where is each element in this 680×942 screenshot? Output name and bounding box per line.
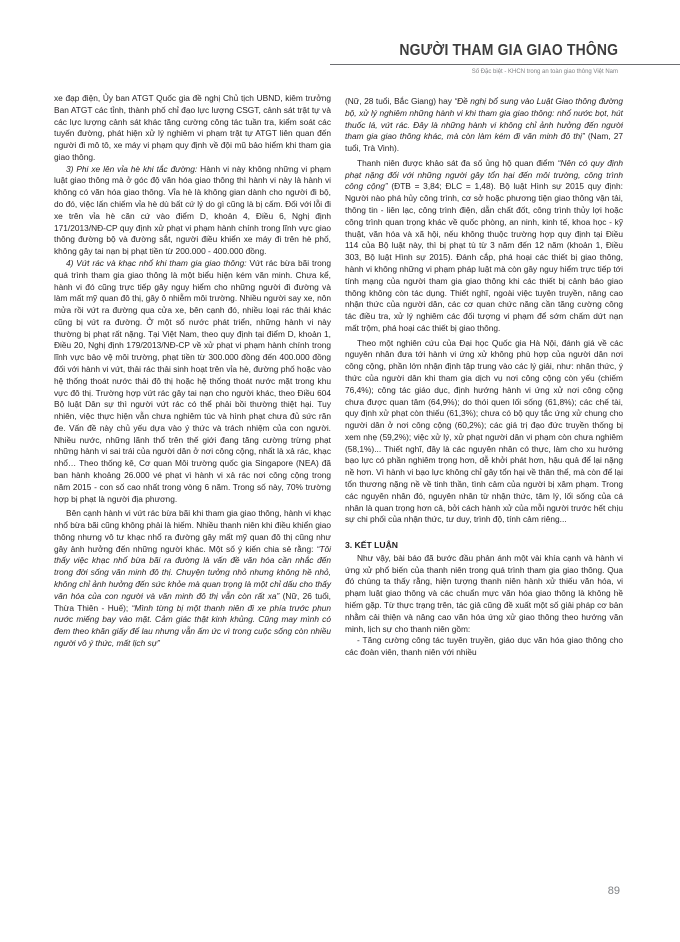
paragraph: Theo một nghiên cứu của Đại học Quốc gia Hà Nội, đánh giá về các nguyên nhân đưa tới hành vi ứng xử không phù hợp của người dân nơi công cộng, phần lớn nhận định tập trung vào các lý giải, như: nhận thức, ý thức của người dân khi tham gia dịch vụ nơi công cộng còn yếu (chiếm 76,4%); công tác giáo dục, định hướng hành vi ứng xử nơi công cộng chưa được quan tâm (64,9%); do thói quen lối sống (61,8%); các chế tài, quy định xử phạt còn thiếu (61,3%); chưa có bộ quy tắc ứng xử chung cho người dân ở nơi công cộng (60,2%); các giá trị đạo đức truyền thống bị xem nhẹ (59,2%); việc xử lý, xử phạt người dân vi phạm còn chưa nghiêm (58,1%)... Thiết nghĩ, đây là các nguyên nhân có thực, làm cho xu hướng bạo lực có phần nghiêm trọng hơn, dễ khởi phát hơn, hậu quả để lại nặng nề hơn. Vì hành vi bạo lực không chỉ gây tổn hại về thân thể, mà còn để lại tổn thương nặng nề về tinh thần, tình cảm của người bị xâm phạm. Trong các nguyên nhân đó, nguyên nhân từ nhận thức, tâm lý, lối sống của cá nhân là quan trọng hơn cả, bởi cách hành xử của mỗi người trước hết chịu sự chi phối của nhận thức, tư duy, trình độ, tính cảm riêng... [345,337,623,525]
page-number: 89 [607,885,620,897]
section-heading: 3. KẾT LUẬN [345,540,398,551]
paragraph-body: (Nam, 27 tuổi, Trà Vinh). [345,131,623,154]
paragraph [54,508,331,649]
paragraph [54,258,331,505]
right-column [345,96,623,659]
paragraph-body: (Nữ, 28 tuổi, Bắc Giang) hay [345,96,455,106]
left-column [54,93,331,650]
paragraph-body: (Nữ, 26 tuổi, Thừa Thiên - Huế); [54,590,332,613]
paragraph [345,96,623,155]
paragraph-lead: 4) Vứt rác và khạc nhổ khi tham gia giao thông: [66,257,247,268]
quote: “Đề nghị bổ sung vào Luật Giao thông đường bộ, xử lý nghiêm những hành vi khi tham gia giao thông: nhổ nước bọt, hút thuốc lá, vứt rác. Đây là những hành vi không chỉ ảnh hưởng đến người tham gia giao thông khác, mà còn làm kém đi văn minh đô thị” [345,96,623,142]
paragraph: - Tăng cường công tác tuyên truyền, giáo dục văn hóa giao thông cho các đoàn viên, thanh niên với nhiều [345,635,623,658]
paragraph-body: Thanh niên được khảo sát đa số ủng hộ quan điểm [357,157,558,168]
running-header-subtitle: Số Đặc biệt - KHCN trong an toàn giao thông Việt Nam [471,69,618,75]
paragraph: Như vậy, bài báo đã bước đầu phản ánh một vài khía cạnh và hành vi ứng xử phổ biến của thanh niên trong quá trình tham gia giao thông. Qua đó chúng ta thấy rằng, hiện tượng thanh niên hành xử thiếu văn hóa, vi phạm luật giao thông và các chuẩn mực văn hóa giao thông là không hề hiếm gặp. Từ thực trạng trên, tác giả cũng đề xuất một số giải pháp cơ bản nhằm cải thiện và nâng cao văn hóa ứng xử giao thông theo hướng văn minh, lịch sự cho thanh niên gồm: [345,552,623,634]
header-rule [330,64,680,65]
paragraph-body: Vứt rác bừa bãi trong quá trình tham gia giao thông là một biểu hiện kém văn minh. Chưa kể, hành vi đó cũng trực tiếp gây nguy hiểm cho những người đi đường và làm mất mỹ quan đô thị, gây ô nhiễm môi trường. Nhiều người say xe, nôn mửa rồi vứt ra đường qua cửa xe, bên cạnh đó, nhiều loại rác thải khác cũng bị vứt ra đường. Ở một số nước phát triển, những hành vi này thường bị phạt rất nặng. Tại Việt Nam, theo quy định tại điểm D, khoản 1, Điều 20, Nghị định 179/2013/NĐ-CP về xử phạt vi phạm hành chính trong lĩnh vực bảo vệ môi trường, phạt tiền từ 300.000 đồng đến 400.000 đồng đối với hành vi vứt, thải rác thải sinh hoạt trên vỉa hè, đường phố hoặc vào hệ thống thoát nước thải đô thị hoặc hệ thống thoát nước mặt trong khu vực đô thị. Trường hợp vứt rác gây tai nạn cho người khác, theo Điều 604 Bộ luật Dân sự thì người vứt rác có thể phải bồi thường thiệt hại. Tuy nhiên, việc thực hiện vẫn chưa nghiêm túc và hình phạt chưa đủ sức răn đe. Vấn đề này chủ yếu dựa vào ý thức và trách nhiệm của con người. Nhiều nước, những lãnh thổ trên thế giới đang tăng cường trừng phạt những hành vi sai trái của người dân ở nơi công cộng, nhất là xả rác, khạc nhổ… Theo thống kê, Cơ quan Môi trường quốc gia Singapore (NEA) đã ban hành khoảng 26.000 vé phạt vì hành vi xả rác nơi công cộng trong năm 2015 - con số cao nhất trong vòng 6 năm. Trong số này, 70% trường hợp bị phạt là người địa phương. [54,257,332,504]
paragraph-body: (ĐTB = 3,84; ĐLC = 1,48). Bộ luật Hình sự 2015 quy định: Người nào phá hủy công trình, cơ sở hoặc phương tiện giao thông vận tải, thông tin - liên lạc, công trình điện, dẫn chất đốt, công trình thủy lợi hoặc công trình quan trọng khác về quốc phòng, an ninh, kinh tế, khoa học - kỹ thuật, văn hóa và xã hội, nếu không thuộc trường hợp quy định tại Điều 114 của Bộ luật này, thì bị phạt tù từ 3 năm đến 12 năm (khoản 1, Điều 303, Bộ luật Hình sự 2015). Đánh cắp, phá hoại các thiết bị giao thông, hành vi không những vi phạm pháp luật mà còn gây nguy hiểm trực tiếp tới tính mạng của người tham gia giao thông khi các thiết bị cảnh báo giao thông không còn tác dụng. Thiết nghĩ, ngoài việc tuyên truyền, nâng cao nhận thức của người dân, các cơ quan chức năng cần tăng cường công tác điều tra, xử lý nghiêm các đối tượng vi phạm để sớm chấm dứt nạn mất trộm, phá hoại các thiết bị giao thông. [345,181,623,333]
running-header-title: NGƯỜI THAM GIA GIAO THÔNG [399,42,618,59]
quote: “Tôi thấy việc khạc nhổ bừa bãi ra đường là vấn đề văn hóa cần nhắc đến trong đời sống văn minh đô thị. Chuyện tưởng nhỏ nhưng không hề nhỏ, không chỉ ảnh hưởng đến sức khỏe mà quan trọng là một chỉ dấu cho thấy văn hóa của con người và văn minh đô thị vẫn còn rất xa” [54,543,331,601]
paragraph-body: Bên cạnh hành vi vứt rác bừa bãi khi tham gia giao thông, hành vi khạc nhổ bừa bãi cũng không phải là hiếm. Nhiều thanh niên khi điều khiển giao thông nhưng vô tư khạc nhổ ra đường gây mất mỹ quan đô thị cũng như gây ảnh hưởng đến những người khác. Một số ý kiến chia sẻ rằng: [54,508,331,554]
paragraph [54,164,331,258]
quote: “Mình từng bị một thanh niên đi xe phía trước phun nước miếng bay vào mặt. Cảm giác thật kinh khủng. Cũng may mình có đem theo khăn giấy để lau nhưng vẫn ấm ức vì trong cuộc sống còn nhiều người vô ý thức, mất lịch sự” [54,602,331,648]
paragraph [345,158,623,335]
paragraph-body: Hành vi này không những vi phạm luật giao thông mà ở góc độ văn hóa giao thông thì hành vi này là hành vi không có văn hóa giao thông. Vỉa hè là không gian dành cho người đi bộ, do đó, việc lấn chiếm vỉa hè dù bất cứ lý do gì cũng là bị cấm. Đối với lỗi đi xe trên vỉa hè căn cứ vào điểm D, khoản 4, Điều 6, Nghị định 171/2013/NĐ-CP quy định xử phạt vi phạm hành chính trong lĩnh vực giao thông đường bộ và đường sắt, người điều khiển xe máy đi trên hè phố, không gây tai nạn bị phạt tiền từ 200.000 - 400.000 đồng. [54,163,331,257]
paragraph: xe đạp điện, Ủy ban ATGT Quốc gia đề nghị Chủ tịch UBND, kiêm trưởng Ban ATGT các tỉnh, thành phố chỉ đạo lực lượng CSGT, cảnh sát trật tự và các lực lượng cảnh sát khác tăng cường công tác tuần tra, kiểm soát các tuyến đường, phát hiện xử lý nghiêm vi phạm trật tự ATGT liên quan đến người đi mô tô, xe máy vi phạm quy định về đội mũ bảo hiểm khi tham gia giao thông. [54,93,331,162]
quote: “Nên có quy định phạt nặng đối với những người gây tổn hại đến môi trường, công trình công cộng” [345,157,623,192]
paragraph-lead: 3) Phi xe lên vỉa hè khi tắc đường: [66,163,198,174]
